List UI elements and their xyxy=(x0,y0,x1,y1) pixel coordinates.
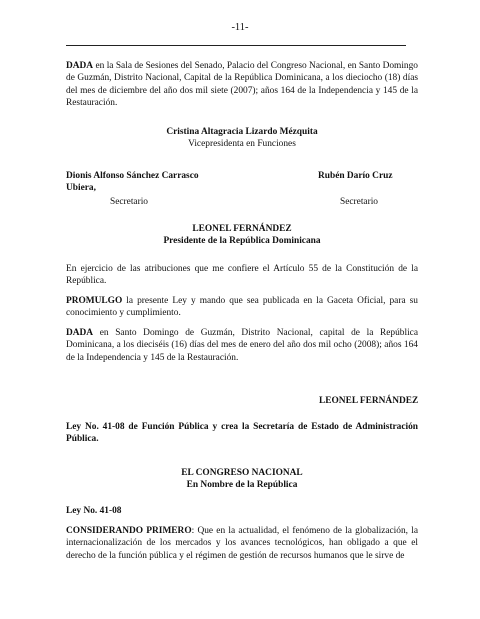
sec2-name: Rubén Darío Cruz xyxy=(318,171,393,181)
vp-name: Cristina Altagracia Lizardo Mézquita xyxy=(166,127,318,137)
vp-signature xyxy=(66,126,418,150)
considerando-text: : Que en la actualidad, el fenómeno de la globalización, la internacionalización de los mercados y los avances tecnológicos, han obligado a que el derecho de la función pública y el régimen de gestión de recursos humanos que le sirve de xyxy=(66,526,418,561)
sec1-name-cont: Ubiera, xyxy=(66,183,96,193)
sec1-name: Dionis Alfonso Sánchez Carrasco xyxy=(66,171,199,181)
dada2-text: en Santo Domingo de Guzmán, Distrito Nacional, capital de la República Dominicana, a los dieciséis (16) días del mes de enero del año dos mil ocho (2008); años 164 de la Independencia y 145 de la Restauración. xyxy=(66,328,418,363)
president-name: LEONEL FERNÁNDEZ xyxy=(192,224,292,234)
leonel-signature: LEONEL FERNÁNDEZ xyxy=(319,396,419,406)
considerando-lead: CONSIDERANDO PRIMERO xyxy=(66,526,192,536)
sec1-title: Secretario xyxy=(110,197,148,207)
dada-paragraph-promulgation xyxy=(66,327,418,364)
dada2-lead: DADA xyxy=(66,328,94,338)
promulgo-paragraph xyxy=(66,295,418,320)
promulgo-lead: PROMULGO xyxy=(66,296,123,306)
header-rule xyxy=(66,45,406,46)
congreso-line2: En Nombre de la República xyxy=(186,480,298,490)
vp-title: Vicepresidenta en Funciones xyxy=(188,139,296,149)
president-title: Presidente de la República Dominicana xyxy=(163,236,321,246)
promulgo-text: la presente Ley y mando que sea publicada en la Gaceta Oficial, para su conocimiento y cumplimiento. xyxy=(66,296,418,319)
ley-title: Ley No. 41-08 de Función Pública y crea la Secretaría de Estado de Administración Pública. xyxy=(66,422,418,445)
congreso-line1: EL CONGRESO NACIONAL xyxy=(181,468,303,478)
ejercicio-paragraph: En ejercicio de las atribuciones que me confiere el Artículo 55 de la Constitución de la República. xyxy=(66,264,418,287)
dada-lead: DADA xyxy=(66,61,94,71)
considerando-paragraph xyxy=(66,525,418,562)
page-number: -11- xyxy=(231,22,249,33)
president-block xyxy=(66,223,418,247)
sec2-title: Secretario xyxy=(340,197,378,207)
congreso-heading xyxy=(66,467,418,491)
dada-paragraph-senate xyxy=(66,60,418,110)
dada-text: en la Sala de Sesiones del Senado, Palacio del Congreso Nacional, en Santo Domingo de Guzmán, Distrito Nacional, Capital de la República Dominicana, a los dieciocho (18) días del mes de diciembre del año dos mil siete (2007); años 164 de la Independencia y 145 de la Restauración. xyxy=(66,61,418,109)
ley-number: Ley No. 41-08 xyxy=(66,506,122,516)
